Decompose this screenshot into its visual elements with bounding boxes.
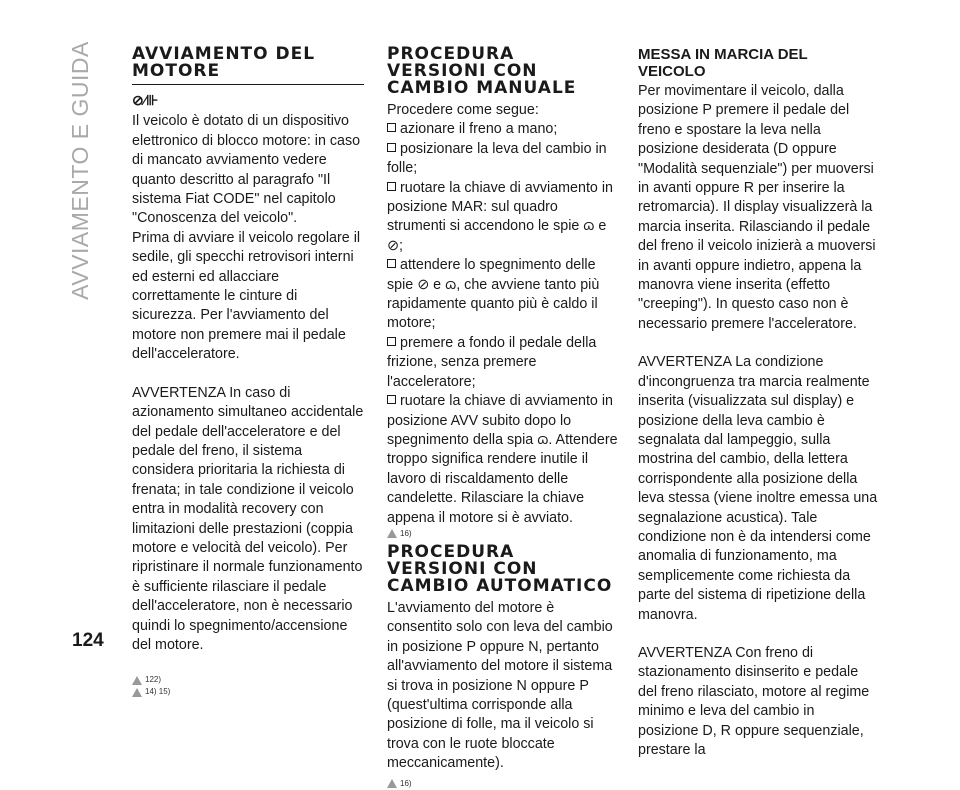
warning-paragraph: AVVERTENZA In caso di azionamento simultaneo accidentale del pedale dell'acceleratore e del pedale del freno, il sistema considera prioritaria la richiesta di frenata; in tale condizione il veicolo entra in modalità recovery con limitazioni delle prestazioni (coppia motore e velocità del veicolo). Per ripristinare il normale funzionamento è sufficiente rilasciare il pedale dell'acceleratore, non è necessario quindi lo spegnimento/accensione del motore. bbox=[132, 384, 364, 653]
column-2 bbox=[387, 46, 619, 790]
page-number: 124 bbox=[72, 630, 104, 651]
paragraph: Per movimentare il veicolo, dalla posizione P premere il pedale del freno e spostare la leva nella posizione desiderata (D oppure "Modalità sequenziale") per muoversi in avanti oppure R per inserire la retromarcia). Il display visualizzerà la marcia inserita. Rilasciando il pedale del freno il veicolo inizierà a muoversi in avanti oppure indietro, appena la manovra viene inserita (effetto "creeping"). In questo caso non è necessario premere l'acceleratore. bbox=[638, 83, 876, 332]
reference-122: 122) bbox=[132, 674, 364, 686]
list-item: posizionare la leva del cambio in folle; bbox=[387, 140, 607, 177]
list-item: ruotare la chiave di avviamento in posizione AVV subito dopo lo spegnimento della spia ɷ. Attendere troppo significa rendere inutile il lavoro di riscaldamento delle candelette. Rilasciare la chiave appena il motore si è avviato. bbox=[387, 393, 618, 526]
column-1 bbox=[132, 46, 364, 698]
checkbox-bullet-icon bbox=[387, 259, 396, 268]
checkbox-bullet-icon bbox=[387, 143, 396, 152]
warning-paragraph: AVVERTENZA La condizione d'incongruenza tra marcia realmente inserita (visualizzata sul display) e posizione della leva cambio è segnalata dal lampeggio, sulla mostrina del cambio, della lettera corrispondente alla posizione della leva stessa (viene inoltre emessa una segnalazione acustica). Tale condizione non è da intendersi come anomalia di funzionamento, ma semplicemente come richiesta da parte del sistema di ripetizione della manovra. bbox=[638, 354, 878, 623]
side-section-title-text: AVVIAMENTO E GUIDA bbox=[66, 40, 93, 300]
warning-triangle-icon bbox=[387, 779, 397, 788]
intro-text: Procedere come segue: bbox=[387, 102, 539, 118]
list-item: attendere lo spegnimento delle spie ⊘ e ɷ, che avviene tanto più rapidamente quanto più è caldo il motore; bbox=[387, 257, 600, 332]
reference-14-15: 14) 15) bbox=[132, 686, 364, 698]
warning-paragraph: AVVERTENZA Con freno di stazionamento disinserito e pedale del freno rilasciato, motore al regime minimo e leva del cambio in posizione D, R oppure sequenziale, prestare la bbox=[638, 644, 870, 758]
paragraph: Il veicolo è dotato di un dispositivo elettronico di blocco motore: in caso di mancato avviamento vedere quanto descritto al paragrafo "Il sistema Fiat CODE" nel capitolo "Conoscenza del veicolo". bbox=[132, 113, 361, 227]
section-title-avviamento: AVVIAMENTO DEL MOTORE bbox=[132, 46, 364, 85]
section-title-automatico: PROCEDURA VERSIONI CON CAMBIO AUTOMATICO bbox=[387, 541, 613, 596]
checkbox-bullet-icon bbox=[387, 395, 396, 404]
warning-triangle-icon bbox=[387, 529, 397, 538]
warning-triangle-icon bbox=[132, 676, 142, 685]
reference-16: 16) bbox=[387, 778, 619, 790]
side-section-title bbox=[50, 40, 110, 300]
warning-triangle-icon bbox=[132, 688, 142, 697]
section-title-messa-in-marcia: MESSA IN MARCIA DEL VEICOLO bbox=[638, 46, 808, 80]
checkbox-bullet-icon bbox=[387, 123, 396, 132]
reference-16: 16) bbox=[387, 528, 619, 540]
immobilizer-icon: ⊘⁄⊪ bbox=[132, 92, 159, 108]
list-item: premere a fondo il pedale della frizione, senza premere l'acceleratore; bbox=[387, 334, 597, 390]
list-item: ruotare la chiave di avviamento in posizione MAR: sul quadro strumenti si accendono le spie ɷ e ⊘; bbox=[387, 179, 613, 254]
list-item: azionare il freno a mano; bbox=[387, 120, 619, 139]
paragraph: Prima di avviare il veicolo regolare il sedile, gli specchi retrovisori interni ed esterni ed allacciare correttamente le cinture di sicurezza. Per l'avviamento del motore non premere mai il pedale dell'acceleratore. bbox=[132, 229, 361, 363]
checkbox-bullet-icon bbox=[387, 337, 396, 346]
paragraph: L'avviamento del motore è consentito solo con leva del cambio in posizione P oppure N, pertanto all'avviamento del motore il sistema si trova in posizione N oppure P (quest'ultima corrisponde alla posizione di folle, ma il veicolo si trova con le ruote bloccate meccanicamente). bbox=[387, 599, 613, 772]
section-title-manuale: PROCEDURA VERSIONI CON CAMBIO MANUALE bbox=[387, 44, 577, 98]
column-3 bbox=[638, 46, 878, 760]
checkbox-bullet-icon bbox=[387, 182, 396, 191]
procedure-list bbox=[387, 120, 619, 528]
